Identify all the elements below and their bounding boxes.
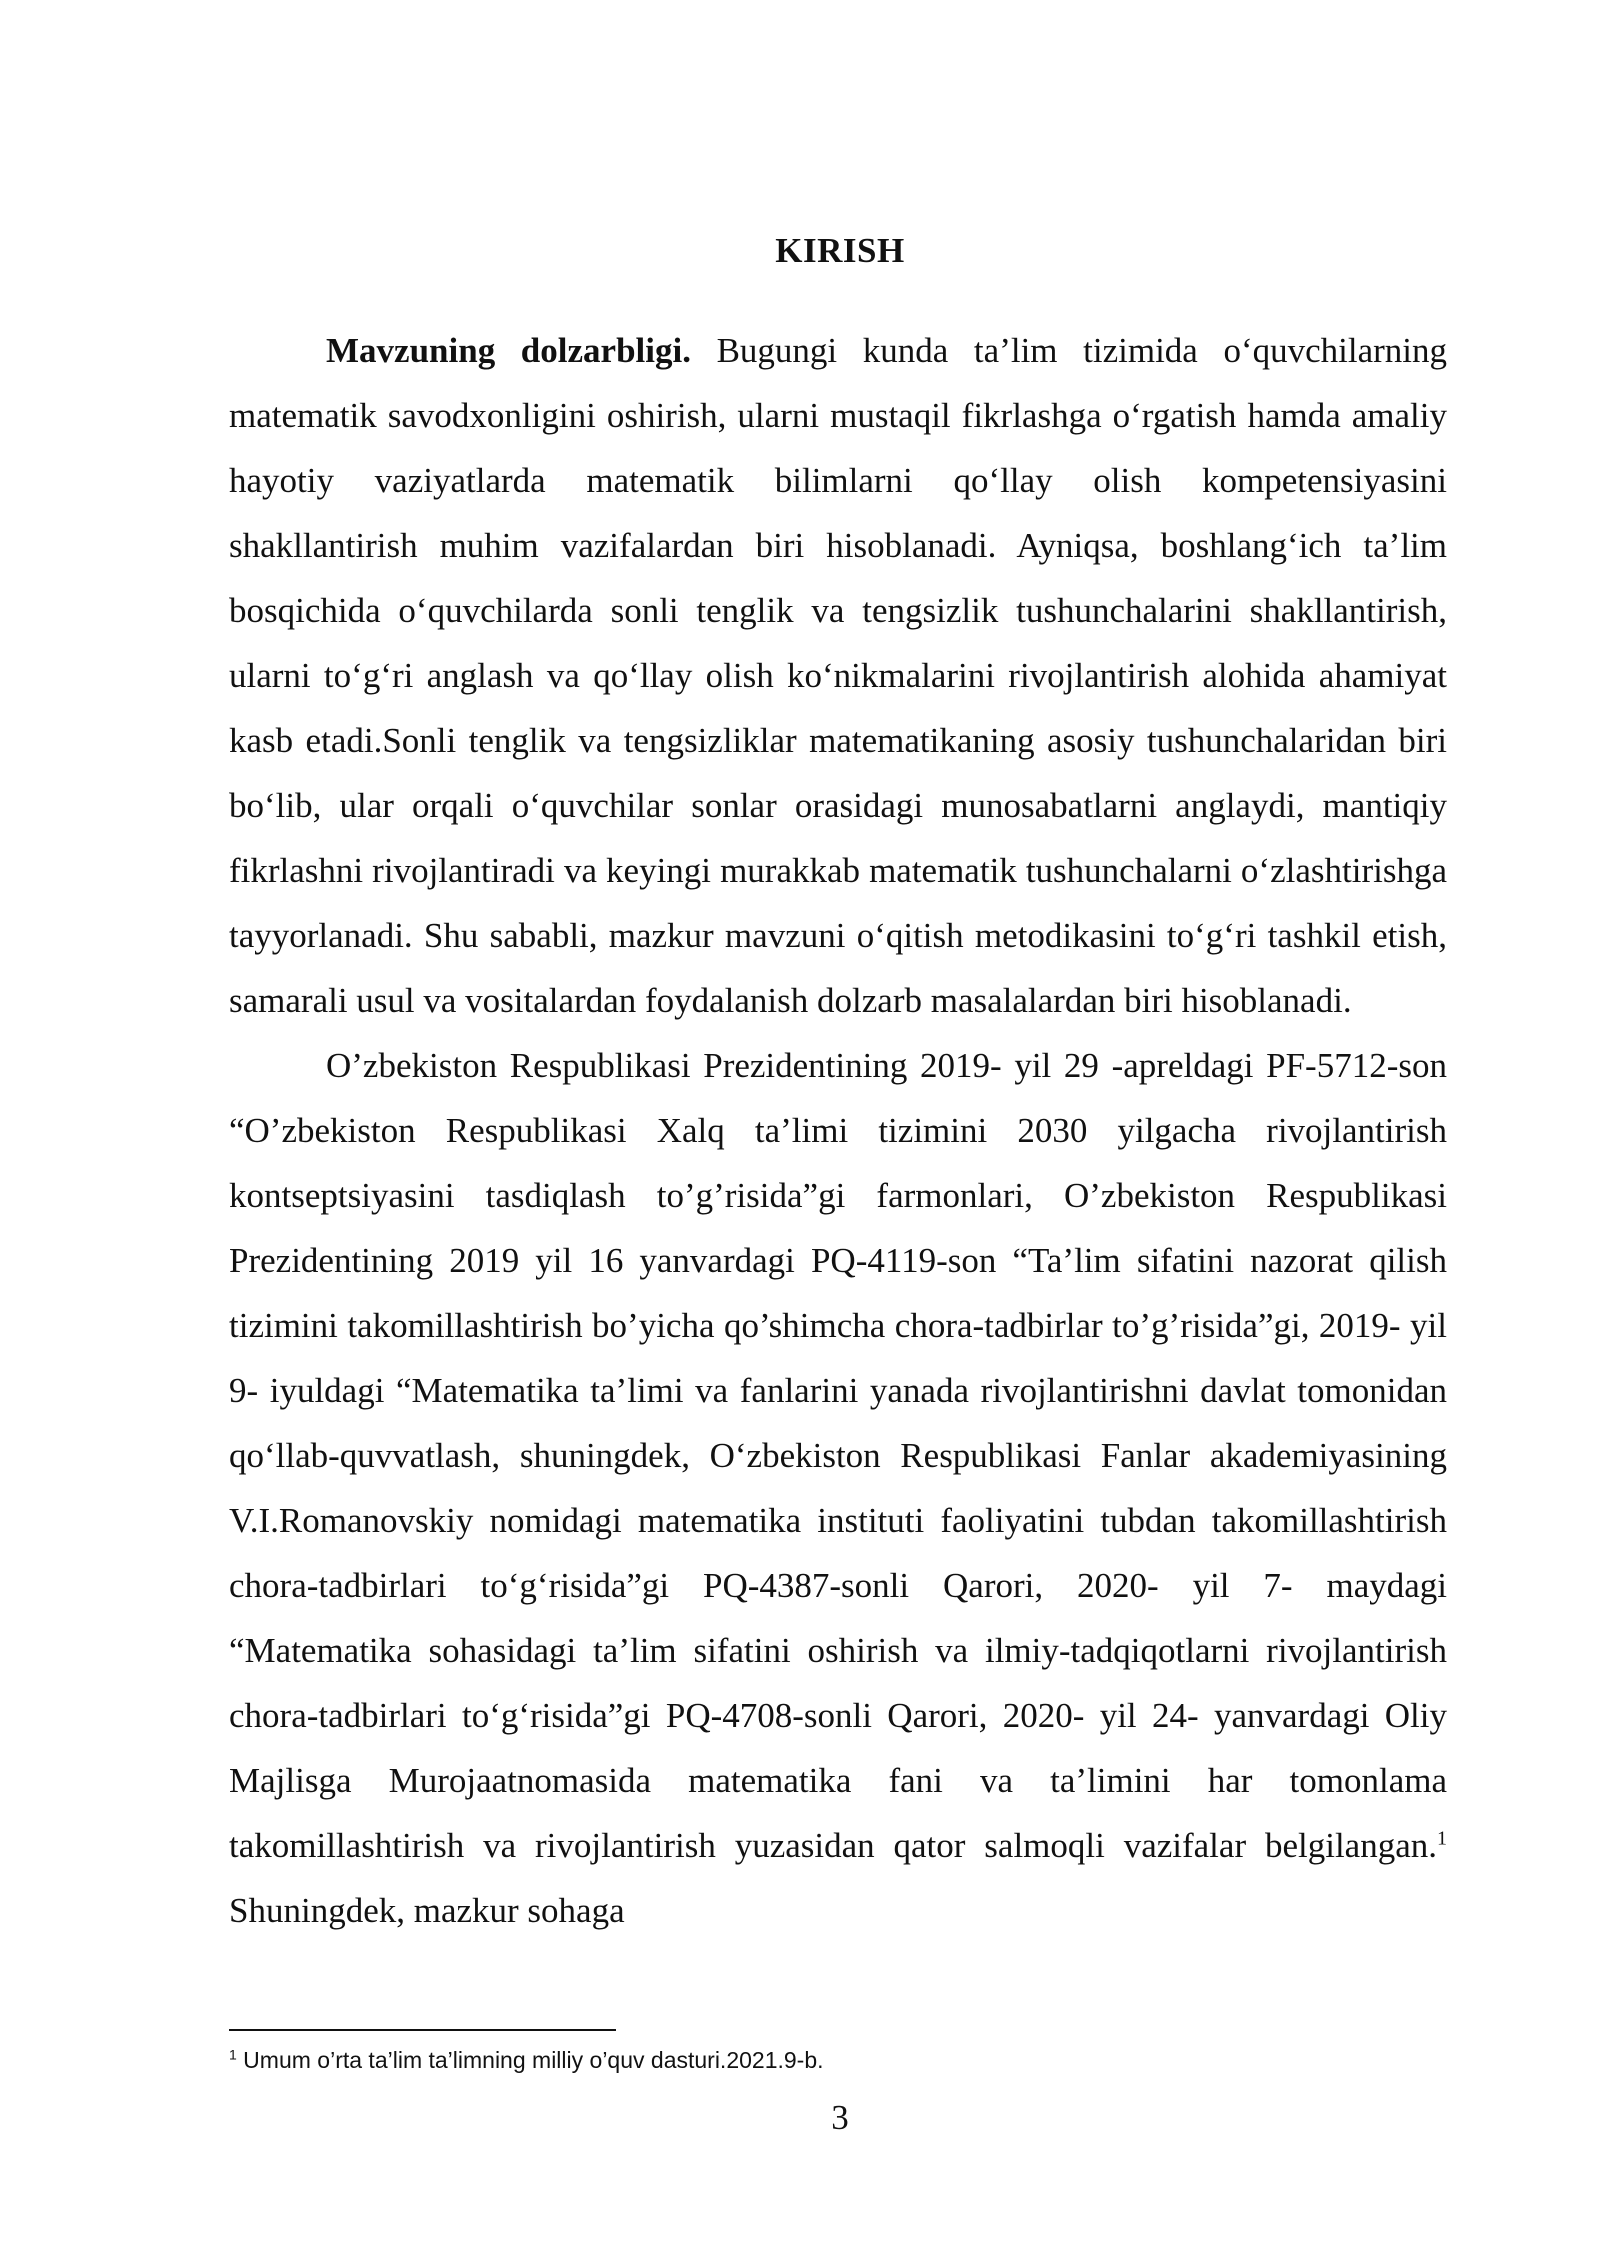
paragraph-lead: Mavzuning dolzarbligi. — [326, 331, 691, 370]
paragraph-tail: Shuningdek, mazkur sohaga — [229, 1891, 625, 1930]
footnote-reference[interactable]: 1 — [1437, 1827, 1447, 1850]
paragraph-relevance — [229, 318, 1447, 1033]
paragraph-text: O’zbekiston Respublikasi Prezidentining 2019- yil 29 -apreldagi PF-5712-son “O’zbekiston Respublikasi Xalq ta’limi tizimini 2030 yilgacha rivojlantirish kontseptsiyasini tasdiqlash to’g’risida”gi farmonlari, O’zbekiston Respublikasi Prezidentining 2019 yil 16 yanvardagi PQ-4119-son “Ta’lim sifatini nazorat qilish tizimini takomillashtirish bo’yicha qo’shimcha chora-tadbirlar to’g’risida”gi, 2019- yil 9- iyuldagi “Matematika ta’limi va fanlarini yanada rivojlantirishni davlat tomonidan qo‘llab-quvvatlash, shuningdek, O‘zbekiston Respublikasi Fanlar akademiyasining V.I.Romanovskiy nomidagi matematika instituti faoliyatini tubdan takomillashtirish chora-tadbirlari to‘g‘risida”gi PQ-4387-sonli Qarori, 2020- yil 7- maydagi “Matematika sohasidagi ta’lim sifatini oshirish va ilmiy-tadqiqotlarni rivojlantirish chora-tadbirlari to‘g‘risida”gi PQ-4708-sonli Qarori, 2020- yil 24- yanvardagi Oliy Majlisga Murojaatnomasida matematika fani va ta’limini har tomonlama takomillashtirish va rivojlantirish yuzasidan qator salmoqli vazifalar belgilangan. — [229, 1046, 1447, 1865]
page-number: 3 — [831, 2098, 849, 2137]
footnote-separator — [229, 2029, 616, 2031]
footnote — [229, 2043, 1447, 2077]
body-text — [229, 318, 1447, 1943]
footnote-marker: 1 — [229, 2046, 237, 2063]
paragraph-text: Bugungi kunda ta’lim tizimida o‘quvchilarning matematik savodxonligini oshirish, ularni mustaqil fikrlashga o‘rgatish hamda amaliy hayotiy vaziyatlarda matematik bilimlarni qo‘llay olish kompetensiyasini shakllantirish muhim vazifalardan biri hisoblanadi. Ayniqsa, boshlang‘ich ta’lim bosqichida o‘quvchilarda sonli tenglik va tengsizlik tushunchalarini shakllantirish, ularni to‘g‘ri anglash va qo‘llay olish ko‘nikmalarini rivojlantirish alohida ahamiyat kasb etadi.Sonli tenglik va tengsizliklar matematikaning asosiy tushunchalaridan biri bo‘lib, ular orqali o‘quvchilar sonlar orasidagi munosabatlarni anglaydi, mantiqiy fikrlashni rivojlantiradi va keyingi murakkab matematik tushunchalarni o‘zlashtirishga tayyorlanadi. Shu sababli, mazkur mavzuni o‘qitish metodikasini to‘g‘ri tashkil etish, samarali usul va vositalardan foydalanish dolzarb masalalardan biri hisoblanadi. — [229, 331, 1447, 1020]
footnote-text: Umum o’rta ta’lim ta’limning milliy o’quv dasturi.2021.9-b. — [236, 2047, 824, 2073]
paragraph-decrees — [229, 1033, 1447, 1943]
section-heading: KIRISH — [775, 231, 905, 270]
